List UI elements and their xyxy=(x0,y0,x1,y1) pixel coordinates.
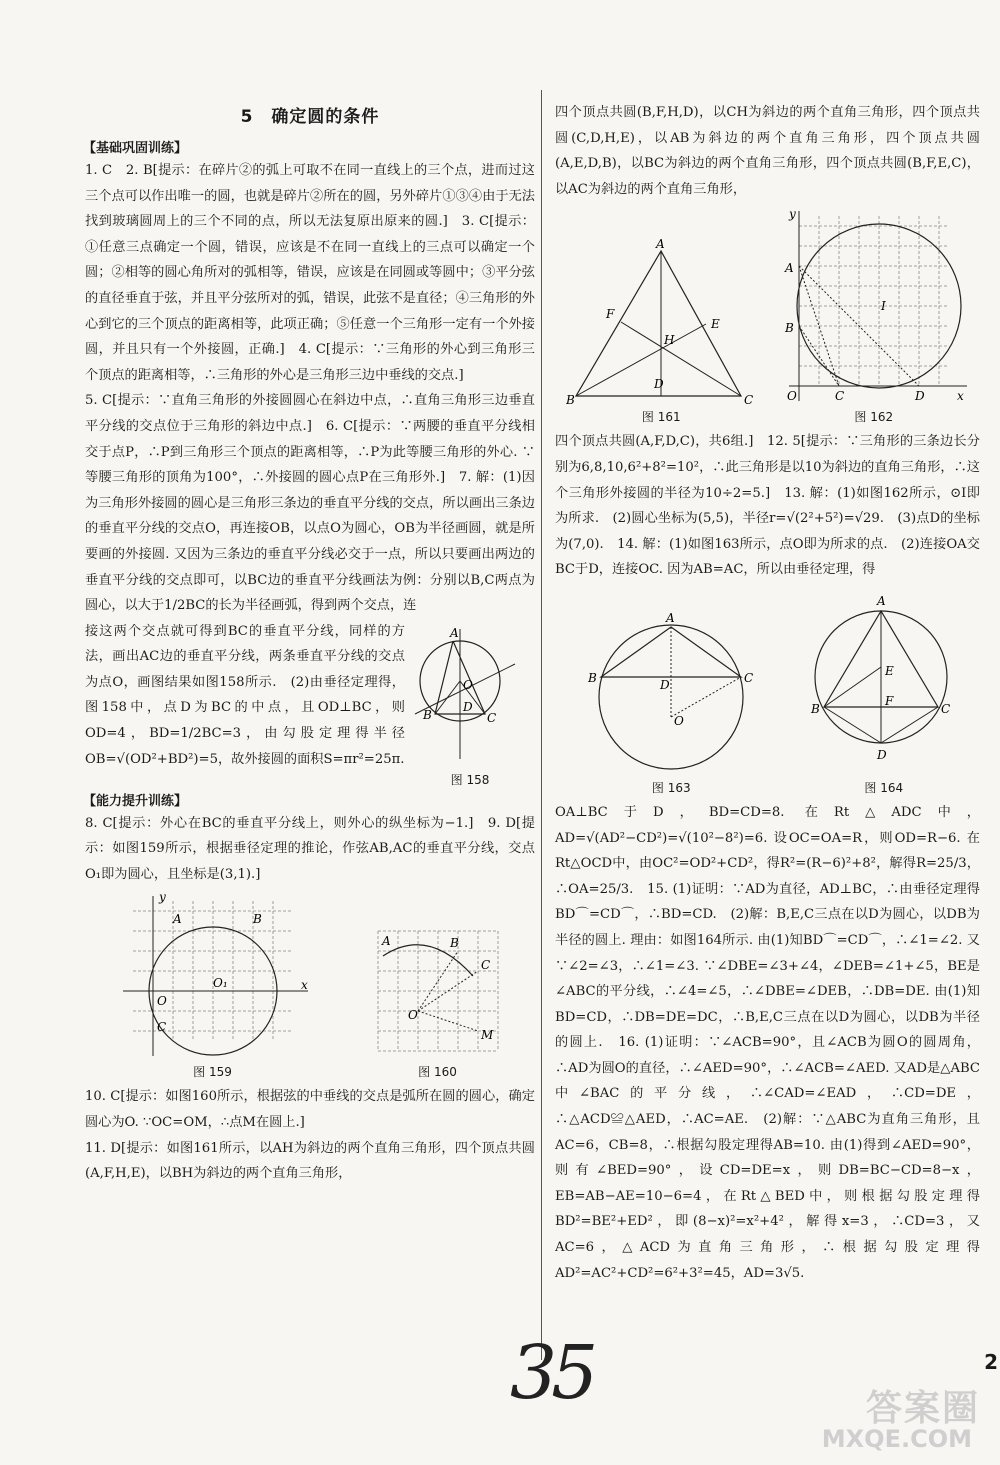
page-number: 2 xyxy=(984,1350,998,1374)
svg-text:x: x xyxy=(300,978,308,993)
figure-163 xyxy=(576,607,766,796)
answer-paragraph-1: 1. C 2. B[提示：在碎片②的弧上可取不在同一直线上的三个点，进而过这三个点可以作出唯一的圆，也就是碎片②所在的圆，另外碎片①③④由于无法找到玻璃圆周上的三个不同的点，所以无法复原出原来的圆.] 3. C[提示：①任意三点确定一个圆，错误，应该是不在同一直线上的三点可以确定一个圆；②相等的圆心角所对的弧相等，错误，应该是在同圆或等圆中；③平分弦的直径垂直于弦，并且平分弦所对的弧，错误，此弦不是直径；④三角形的外心到它的三个顶点的距离相等，此项正确；⑤任意一个三角形一定有一个外接圆，并且只有一个外接圆，正确.] 4. C[提示：∵三角形的外心到三角形三个顶点的距离相等，∴三角形的外心是三角形三边中垂线的交点.] xyxy=(85,163,535,383)
svg-text:O: O xyxy=(463,677,473,692)
svg-text:D: D xyxy=(660,677,670,692)
svg-text:I: I xyxy=(880,299,886,314)
answer-7-with-figure xyxy=(85,619,535,788)
figure-164-caption: 图 164 xyxy=(864,780,904,795)
svg-text:C: C xyxy=(834,389,844,404)
svg-text:B: B xyxy=(252,912,262,927)
figure-163-caption: 图 163 xyxy=(651,780,691,795)
svg-text:B: B xyxy=(810,701,820,716)
svg-text:H: H xyxy=(664,333,675,348)
figure-161-caption: 图 161 xyxy=(641,410,681,425)
svg-text:O₁: O₁ xyxy=(212,976,228,991)
svg-text:y: y xyxy=(158,891,166,905)
page-title: 5 确定圆的条件 xyxy=(240,107,380,127)
column-divider xyxy=(541,90,542,1360)
svg-text:D: D xyxy=(463,699,473,714)
figure-162 xyxy=(779,206,969,425)
svg-text:O: O xyxy=(674,713,685,728)
answer-paragraph-5: 10. C[提示：如图160所示，根据弦的中垂线的交点是弧所在圆的圆心，确定圆心为O. ∵OC=OM，∴点M在圆上.] xyxy=(85,1089,535,1131)
right-column xyxy=(555,100,980,1286)
svg-text:C: C xyxy=(156,1020,166,1035)
figure-164 xyxy=(809,587,959,796)
svg-text:B: B xyxy=(423,707,432,722)
watermark-logo: 答案圈 xyxy=(865,1388,980,1429)
svg-text:E: E xyxy=(711,317,721,332)
svg-text:A: A xyxy=(656,237,665,252)
svg-text:D: D xyxy=(876,747,887,762)
answer-paragraph-4: 8. C[提示：外心在BC的垂直平分线上，则外心的纵坐标为−1.] 9. D[提示：如图159所示，根据垂径定理的推论，作弦AB,AC的垂直平分线，交点O₁即为圆心，且坐标是(3,1).] xyxy=(85,815,535,882)
svg-text:F: F xyxy=(606,307,615,322)
svg-text:A: A xyxy=(784,261,794,276)
svg-text:B: B xyxy=(566,393,576,407)
svg-text:y: y xyxy=(788,207,796,222)
figure-160 xyxy=(368,921,508,1080)
svg-text:F: F xyxy=(884,693,894,708)
answer-paragraph-3: 接这两个交点就可得到BC的垂直平分线，同样的方法，画出AC边的垂直平分线，两条垂直平分线的交点为点O，画图结果如图158所示. (2)由垂径定理得，图158中，点D为BC的中点，且OD⊥BC，则OD=4，BD=1/2BC=3，由勾股定理得半径OB=√(OD²+BD²)=5，故外接圆的面积S=πr²=25π. xyxy=(85,623,405,767)
answer-paragraph-7: 四个顶点共圆(B,F,H,D)，以CH为斜边的两个直角三角形，四个顶点共圆(C,D,H,E)，以AB为斜边的两个直角三角形，四个顶点共圆(A,E,D,B)，以BC为斜边的两个直角三角形，四个顶点共圆(B,F,E,C)，以AC为斜边的两个直角三角形， xyxy=(555,105,980,197)
svg-text:M: M xyxy=(480,1028,493,1043)
figure-159-caption: 图 159 xyxy=(193,1065,232,1080)
figures-161-162 xyxy=(555,206,980,425)
svg-text:C: C xyxy=(744,393,754,407)
svg-text:A: A xyxy=(450,625,459,640)
svg-text:B: B xyxy=(588,670,598,685)
figure-162-caption: 图 162 xyxy=(854,410,894,425)
watermark-url: MXQE.COM xyxy=(821,1425,972,1453)
answer-paragraph-6: 11. D[提示：如图161所示，以AH为斜边的两个直角三角形，四个顶点共圆(A,F,H,E)，以BH为斜边的两个直角三角形， xyxy=(85,1140,535,1182)
figure-161 xyxy=(566,236,756,425)
svg-text:E: E xyxy=(884,663,894,678)
figure-158-caption: 图 158 xyxy=(450,772,490,787)
svg-text:x: x xyxy=(956,389,964,404)
svg-text:C: C xyxy=(940,701,950,716)
svg-text:O: O xyxy=(407,1008,418,1023)
svg-text:A: A xyxy=(172,912,182,927)
svg-text:O: O xyxy=(786,389,797,404)
svg-text:O: O xyxy=(156,994,167,1009)
section-basic-heading: 【基础巩固训练】 xyxy=(83,141,188,156)
svg-text:A: A xyxy=(381,934,391,949)
handwritten-page-mark: 35 xyxy=(510,1330,593,1416)
answer-paragraph-9: OA⊥BC于D，BD=CD=8. 在Rt△ADC中，AD=√(AD²−CD²)=√(10²−8²)=6. 设OC=OA=R，则OD=R−6. 在Rt△OCD中，由OC²=OD²+CD²，得R²=(R−6)²+8²，解得R=25/3，∴OA=25/3. 15. (1)证明：∵AD为直径，AD⊥BC，∴由垂径定理得BD⌒=CD⌒，∴BD=CD. (2)解：B,E,C三点在以D为圆心，以DB为半径的圆上. 理由：如图164所示. 由(1)知BD⌒=CD⌒，∴∠1=∠2. 又∵∠2=∠3，∴∠1=∠3. ∵∠DBE=∠3+∠4，∠DEB=∠1+∠5，BE是∠ABC的平分线，∴∠4=∠5，∴∠DBE=∠DEB，∴DB=DE. 由(1)知BD=CD，∴DB=DE=DC，∴B,E,C三点在以D为圆心，以DB为半径的圆上. 16. (1)证明：∵∠ACB=90°，且∠ACB为圆O的圆周角，∴AD为圆O的直径，∴∠AED=90°，∴∠ACB=∠AED. 又AD是△ABC中∠BAC的平分线，∴∠CAD=∠EAD，∴CD=DE，∴△ACD≌△AED，∴AC=AE. (2)解：∵△ABC为直角三角形，且AC=6，CB=8，∴根据勾股定理得AB=10. 由(1)得到∠AED=90°，则有∠BED=90°，设CD=DE=x，则DB=BC−CD=8−x，EB=AB−AE=10−6=4，在Rt△BED中，则根据勾股定理得BD²=BE²+ED²，即(8−x)²=x²+4²，解得x=3，∴CD=3，又AC=6，△ACD为直角三角形，∴根据勾股定理得AD²=AC²+CD²=6²+3²=45，AD=3√5. xyxy=(555,804,980,1281)
svg-text:C: C xyxy=(487,710,497,725)
figure-160-caption: 图 160 xyxy=(418,1065,457,1080)
answer-paragraph-8: 四个顶点共圆(A,F,D,C)，共6组.] 12. 5[提示：∵三角形的三条边长分别为6,8,10,6²+8²=10²，∴此三角形是以10为斜边的直角三角形，∴这个三角形外接圆的半径为10÷2=5.] 13. 解：(1)如图162所示，⊙I即为所求. (2)圆心坐标为(5,5)，半径r=√(2²+5²)=√29. (3)点D的坐标为(7,0). 14. 解：(1)如图163所示，点O即为所求的点. (2)连接OA交BC于D，连接OC. 因为AB=AC，所以由垂径定理，得 xyxy=(555,434,980,578)
svg-text:C: C xyxy=(480,958,490,973)
svg-text:D: D xyxy=(914,389,925,404)
svg-text:B: B xyxy=(784,321,794,336)
figure-158 xyxy=(405,619,535,788)
svg-text:A: A xyxy=(666,610,675,625)
figure-159 xyxy=(113,891,313,1080)
figures-163-164 xyxy=(555,587,980,796)
svg-text:D: D xyxy=(654,377,664,392)
svg-text:C: C xyxy=(744,670,754,685)
figures-159-160 xyxy=(85,891,535,1080)
section-advanced-heading: 【能力提升训练】 xyxy=(83,793,188,809)
svg-text:B: B xyxy=(449,936,459,951)
left-column xyxy=(85,100,535,1187)
svg-text:A: A xyxy=(876,593,886,608)
answer-paragraph-2: 5. C[提示：∵直角三角形的外接圆圆心在斜边中点，∴直角三角形三边垂直平分线的交点位于三角形的斜边中点.] 6. C[提示：∵两腰的垂直平分线相交于点P，∴P到三角形三个顶点的距离相等，∴P为此等腰三角形的外心. ∵等腰三角形的顶角为100°，∴外接圆的圆心点P在三角形外.] 7. 解：(1)因为三角形外接圆的圆心是三角形三条边的垂直平分线的交点，所以画出三条边的垂直平分线的交点O，再连接OB，以点O为圆心，OB为半径画圆，就是所要画的外接圆. 又因为三条边的垂直平分线必交于一点，所以只要画出两边的垂直平分线的交点即可，以BC边的垂直平分线画法为例：分别以B,C两点为圆心，以大于1/2BC的长为半径画弧，得到两个交点，连 xyxy=(85,393,535,614)
